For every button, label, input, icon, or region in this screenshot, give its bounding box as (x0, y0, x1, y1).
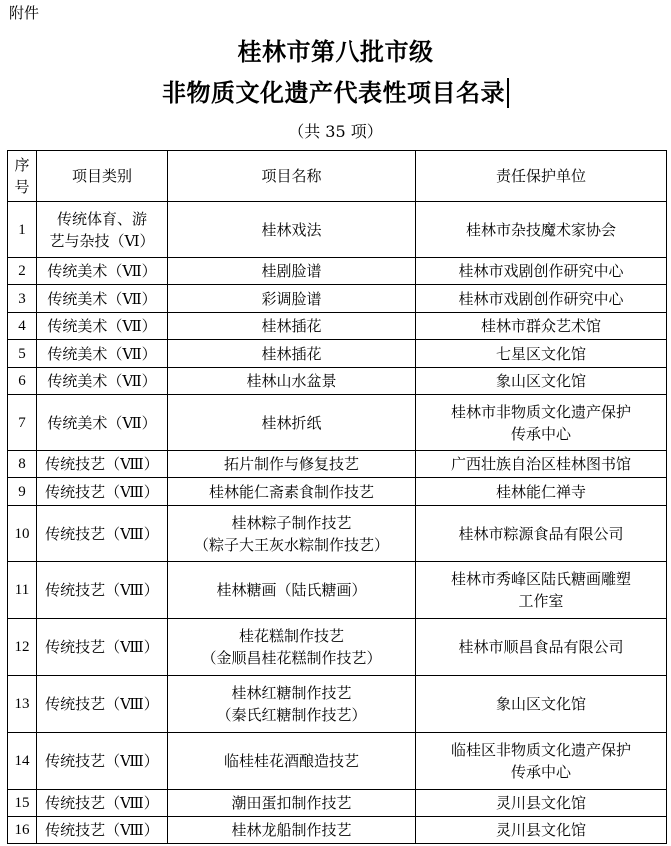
row-unit: 桂林市群众艺术馆 (416, 313, 667, 340)
row-category: 传统技艺（Ⅷ） (37, 733, 168, 790)
row-name: 桂林糖画（陆氏糖画） (168, 562, 416, 619)
row-name: 桂林插花 (168, 340, 416, 368)
table-row (8, 368, 667, 395)
table-row (8, 395, 667, 451)
row-category: 传统技艺（Ⅷ） (37, 478, 168, 506)
row-unit: 桂林市粽源食品有限公司 (416, 506, 667, 562)
row-category: 传统体育、游 艺与杂技（Ⅵ） (37, 202, 168, 258)
row-number: 15 (8, 790, 37, 817)
row-category: 传统技艺（Ⅷ） (37, 451, 168, 478)
row-number: 9 (8, 478, 37, 506)
row-number: 14 (8, 733, 37, 790)
row-name: 桂林折纸 (168, 395, 416, 451)
row-category: 传统美术（Ⅶ） (37, 368, 168, 395)
table-row (8, 478, 667, 506)
row-unit: 灵川县文化馆 (416, 790, 667, 817)
row-number: 8 (8, 451, 37, 478)
header-unit: 责任保护单位 (416, 151, 667, 202)
row-name: 桂林能仁斋素食制作技艺 (168, 478, 416, 506)
row-category: 传统美术（Ⅶ） (37, 258, 168, 285)
table-row (8, 733, 667, 790)
row-unit: 象山区文化馆 (416, 368, 667, 395)
row-category: 传统技艺（Ⅷ） (37, 562, 168, 619)
row-unit: 七星区文化馆 (416, 340, 667, 368)
row-unit: 桂林能仁禅寺 (416, 478, 667, 506)
row-name: 桂花糕制作技艺 （金顺昌桂花糕制作技艺） (168, 619, 416, 676)
attachment-label: 附件 (9, 4, 40, 22)
row-name: 临桂桂花酒酿造技艺 (168, 733, 416, 790)
row-unit: 象山区文化馆 (416, 676, 667, 733)
row-name: 潮田蛋扣制作技艺 (168, 790, 416, 817)
row-category: 传统美术（Ⅶ） (37, 340, 168, 368)
row-category: 传统技艺（Ⅷ） (37, 619, 168, 676)
row-unit: 桂林市杂技魔术家协会 (416, 202, 667, 258)
row-name: 桂林插花 (168, 313, 416, 340)
row-number: 11 (8, 562, 37, 619)
row-number: 4 (8, 313, 37, 340)
row-number: 3 (8, 285, 37, 313)
row-unit: 灵川县文化馆 (416, 817, 667, 844)
table-row (8, 313, 667, 340)
row-name: 桂林粽子制作技艺 （粽子大王灰水粽制作技艺） (168, 506, 416, 562)
row-category: 传统技艺（Ⅷ） (37, 790, 168, 817)
row-unit: 桂林市戏剧创作研究中心 (416, 258, 667, 285)
row-unit: 广西壮族自治区桂林图书馆 (416, 451, 667, 478)
row-number: 13 (8, 676, 37, 733)
document-title-line1: 桂林市第八批市级 (237, 38, 434, 66)
row-category: 传统美术（Ⅶ） (37, 313, 168, 340)
table-row (8, 451, 667, 478)
table-row (8, 258, 667, 285)
row-number: 6 (8, 368, 37, 395)
row-unit: 桂林市秀峰区陆氏糖画雕塑 工作室 (416, 562, 667, 619)
row-number: 16 (8, 817, 37, 844)
table-row (8, 562, 667, 619)
table-row (8, 619, 667, 676)
header-category: 项目类别 (37, 151, 168, 202)
document-title-line2 (0, 78, 671, 108)
table-row (8, 285, 667, 313)
header-no: 序 号 (8, 151, 37, 202)
text-cursor (507, 78, 509, 108)
row-name: 桂林山水盆景 (168, 368, 416, 395)
table-row (8, 340, 667, 368)
row-name: 拓片制作与修复技艺 (168, 451, 416, 478)
row-number: 7 (8, 395, 37, 451)
row-number: 10 (8, 506, 37, 562)
row-name: 桂剧脸谱 (168, 258, 416, 285)
table-row (8, 506, 667, 562)
row-unit: 桂林市顺昌食品有限公司 (416, 619, 667, 676)
row-number: 12 (8, 619, 37, 676)
table-row (8, 202, 667, 258)
table-row (8, 817, 667, 844)
row-category: 传统美术（Ⅶ） (37, 285, 168, 313)
row-name: 彩调脸谱 (168, 285, 416, 313)
row-unit: 桂林市非物质文化遗产保护 传承中心 (416, 395, 667, 451)
row-name: 桂林红糖制作技艺 （秦氏红糖制作技艺） (168, 676, 416, 733)
row-name: 桂林龙船制作技艺 (168, 817, 416, 844)
row-category: 传统技艺（Ⅷ） (37, 676, 168, 733)
row-category: 传统技艺（Ⅷ） (37, 817, 168, 844)
table-row (8, 676, 667, 733)
row-unit: 桂林市戏剧创作研究中心 (416, 285, 667, 313)
row-number: 5 (8, 340, 37, 368)
item-count: （共 35 项） (288, 122, 383, 141)
row-number: 2 (8, 258, 37, 285)
row-name: 桂林戏法 (168, 202, 416, 258)
row-category: 传统技艺（Ⅷ） (37, 506, 168, 562)
table-row (8, 790, 667, 817)
header-name: 项目名称 (168, 151, 416, 202)
table-body (8, 202, 667, 844)
heritage-list-table (7, 150, 667, 844)
table-header-row (8, 151, 667, 202)
row-number: 1 (8, 202, 37, 258)
document-title-line2-text: 非物质文化遗产代表性项目名录 (162, 79, 505, 107)
row-category: 传统美术（Ⅶ） (37, 395, 168, 451)
row-unit: 临桂区非物质文化遗产保护 传承中心 (416, 733, 667, 790)
